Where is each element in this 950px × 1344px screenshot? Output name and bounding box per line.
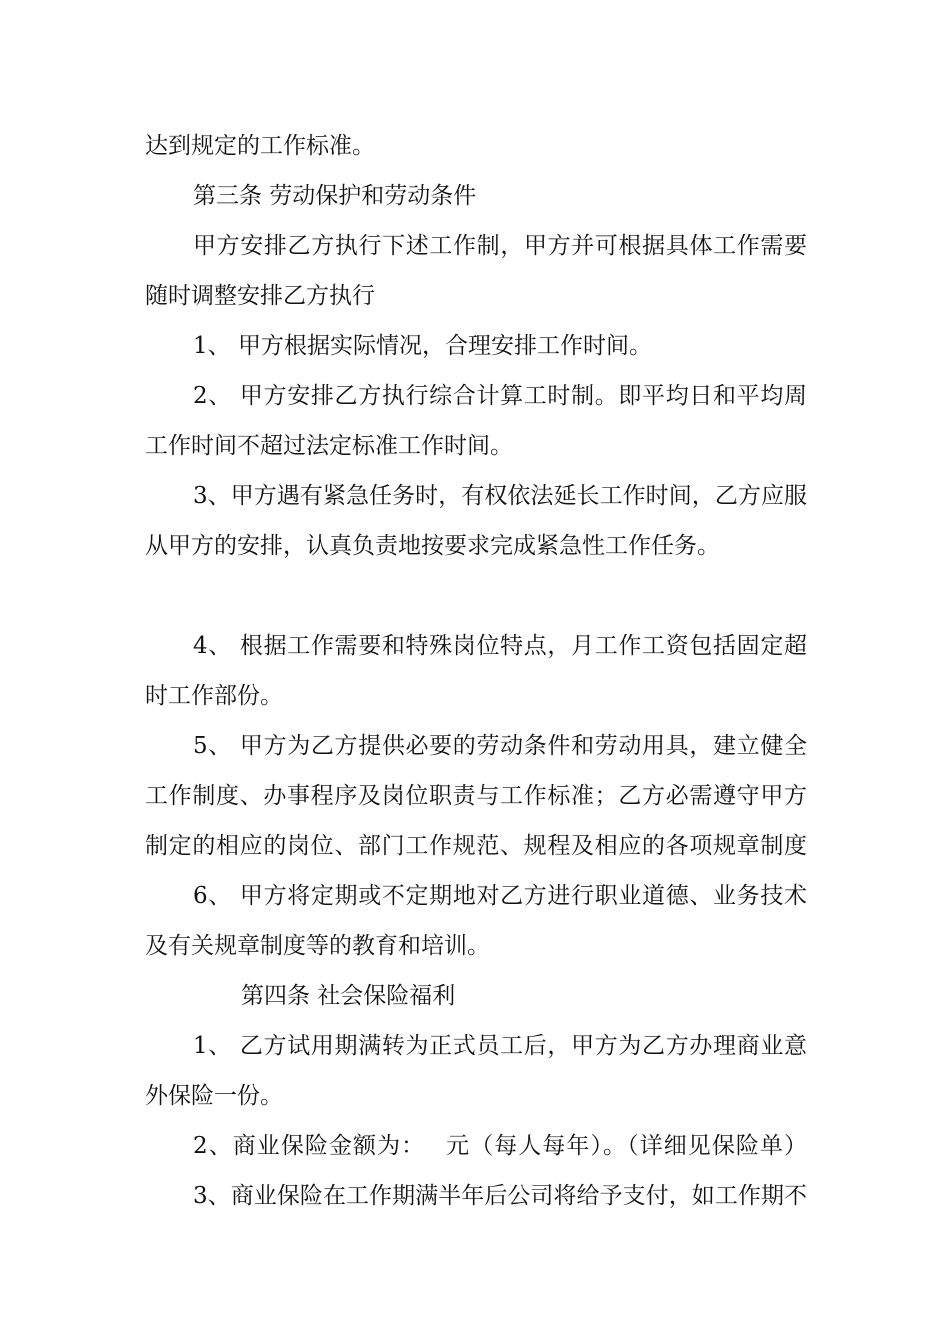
list-item-2: 2、 甲方安排乙方执行综合计算工时制。即平均日和平均周 — [193, 383, 807, 409]
paragraph-line: 及有关规章制度等的教育和培训。 — [145, 933, 490, 959]
section-heading-4: 第四条 社会保险福利 — [241, 983, 456, 1009]
paragraph-line: 随时调整安排乙方执行 — [145, 283, 375, 309]
paragraph-line: 从甲方的安排，认真负责地按要求完成紧急性工作任务。 — [145, 533, 720, 559]
paragraph-line: 工作时间不超过法定标准工作时间。 — [145, 433, 513, 459]
insurance-item-2: 2、商业保险金额为： 元（每人每年）。（详细见保险单） — [193, 1133, 807, 1159]
section-heading-3: 第三条 劳动保护和劳动条件 — [193, 183, 477, 209]
blank-line — [145, 571, 807, 621]
list-item-1: 1、 甲方根据实际情况，合理安排工作时间。 — [193, 333, 652, 359]
insurance-item-3: 3、商业保险在工作期满半年后公司将给予支付，如工作期不 — [193, 1183, 807, 1209]
paragraph-line: 制定的相应的岗位、部门工作规范、规程及相应的各项规章制度 — [145, 833, 807, 859]
paragraph-line: 外保险一份。 — [145, 1083, 283, 1109]
list-item-5: 5、 甲方为乙方提供必要的劳动条件和劳动用具，建立健全 — [193, 733, 807, 759]
list-item-4: 4、 根据工作需要和特殊岗位特点，月工作工资包括固定超 — [193, 633, 807, 659]
list-item-3: 3、甲方遇有紧急任务时，有权依法延长工作时间，乙方应服 — [193, 483, 807, 509]
insurance-item-1: 1、 乙方试用期满转为正式员工后，甲方为乙方办理商业意 — [193, 1033, 807, 1059]
paragraph-line: 工作制度、办事程序及岗位职责与工作标准；乙方必需遵守甲方 — [145, 783, 807, 809]
document-body — [145, 121, 807, 1221]
list-item-6: 6、 甲方将定期或不定期地对乙方进行职业道德、业务技术 — [193, 883, 807, 909]
paragraph-line: 达到规定的工作标准。 — [145, 133, 375, 159]
paragraph-line: 时工作部份。 — [145, 683, 283, 709]
paragraph-line: 甲方安排乙方执行下述工作制，甲方并可根据具体工作需要 — [193, 233, 807, 259]
